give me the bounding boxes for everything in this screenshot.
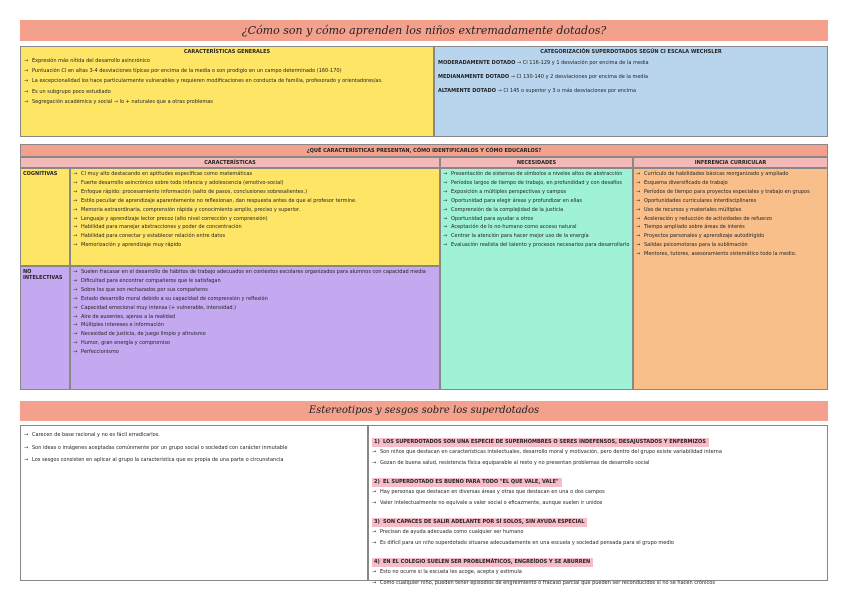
list-item: → Suelen fracasar en el desarrollo de hábitos de trabajo adecuados en contextos escolares organizados para alumnos con capacidad media	[73, 268, 437, 277]
row-label-no-intelectivas: NO INTELECTIVAS	[20, 266, 70, 390]
list-item: → Currículo de habilidades básicas reorganizado y ampliado	[636, 170, 825, 179]
row-label: MEDIANAMENTE DOTADO	[438, 74, 510, 80]
list-item: → Precisan de ayuda adecuada como cualquier ser humano	[372, 527, 824, 538]
list-item: → Habilidad para manejar abstracciones y poder de concentración	[73, 223, 437, 232]
no-intelectivas-cell	[70, 266, 440, 390]
list-item: → Hay personas que destacan en diversas áreas y otras que destacan en una o dos campos	[372, 487, 824, 498]
list-item: → Enfoque rápido: procesamiento información (salto de pasos, conclusiones sobresalientes.)	[73, 188, 437, 197]
col-header-caracteristicas: CARACTERÍSTICAS	[20, 157, 440, 168]
list-item: → Los sesgos consisten en aplicar al grupo la característica que es propia de una parte o circunstancia	[24, 454, 364, 467]
list-item: → Centrar la atención para hacer mejor uso de la energía	[443, 232, 630, 241]
list-item: → Estilo peculiar de aprendizaje aparentemente no reflexionan, dan respuesta antes de que el profesor termine.	[73, 197, 437, 206]
list-item: → Esto no ocurre si la escuela les acoge, acepta y estimula	[372, 567, 824, 578]
list-item: → Carecen de base racional y no es fácil erradicarlos.	[24, 429, 364, 442]
col-header-necesidades: NECESIDADES	[440, 157, 633, 168]
list-item: → Gozan de buena salud, resistencia física equiparable al resto y no presentan problemas de desarrollo social	[372, 458, 824, 469]
list-item: → Aire de ausentes, ajenos a la realidad	[73, 313, 437, 322]
myth-section	[372, 468, 824, 508]
list-item: → Valer intelectualmente no equivale a valer social o eficazmente, aunque suelen ir unidos	[372, 498, 824, 509]
list-item: → Estado desarrollo moral debido a su capacidad de comprensión y reflexión	[73, 295, 437, 304]
myth-items	[372, 487, 824, 508]
general-header: CARACTERÍSTICAS GENERALES	[183, 49, 271, 55]
inferencia-list	[636, 170, 825, 259]
myths-intro-list	[24, 429, 364, 467]
list-item: → Es difícil para un niño superdotado situarse adecuadamente en una escuela y sociedad pensada para el grupo medio	[372, 538, 824, 549]
wechsler-row	[438, 56, 824, 70]
list-item: → Aceptación de lo no-humano como acceso natural	[443, 223, 630, 232]
inferencia-cell	[633, 168, 828, 390]
list-item: → Es un subgrupo poco estudiado	[24, 87, 430, 97]
list-item: → Fuerte desarrollo asincrónico sobre todo infancia y adolescencia (emotivo-social)	[73, 179, 437, 188]
list-item: → Salidas psicomotoras para la sublimación	[636, 241, 825, 250]
row-label-cognitivas: COGNITIVAS	[20, 168, 70, 266]
list-item: → Períodos largos de tiempo de trabajo, en profundidad y con desafíos	[443, 179, 630, 188]
myth-number: 2)	[374, 479, 380, 485]
list-item: → Proyectos personales y aprendizaje autodirigido	[636, 232, 825, 241]
cognitivas-cell	[70, 168, 440, 266]
wechsler-row	[438, 70, 824, 84]
myths-intro-box	[20, 425, 368, 581]
col-header-inferencia: INFERENCIA CURRICULAR	[633, 157, 828, 168]
no-intelectivas-list	[73, 268, 437, 357]
myth-section	[372, 508, 824, 548]
myth-number: 1)	[374, 439, 380, 445]
myths-list-box	[368, 425, 828, 586]
myth-heading-text: LOS SUPERDOTADOS SON UNA ESPECIE DE SUPERHOMBRES O SERES INDEFENSOS, DESAJUSTADOS Y ENFERMIZOS	[383, 439, 706, 445]
list-item: → Mentores, tutores, asesoramiento sistemático todo la medio.	[636, 250, 825, 259]
list-item: → Oportunidades curriculares interdisciplinares	[636, 197, 825, 206]
myth-number: 4)	[374, 559, 380, 565]
myth-section	[372, 428, 824, 468]
list-item: → Segregación académica y social → lo + naturales que a otras problemas	[24, 97, 430, 107]
list-item: → Oportunidad para elegir áreas y profundizar en ellas	[443, 197, 630, 206]
list-item: → Dificultad para encontrar compañeros que le satisfagan	[73, 277, 437, 286]
list-item: → Períodos de tiempo para proyectos especiales y trabajo en grupos	[636, 188, 825, 197]
myth-heading-text: SON CAPACES DE SALIR ADELANTE POR SÍ SOLOS, SIN AYUDA ESPECIAL	[383, 519, 585, 525]
cognitivas-list	[73, 170, 437, 250]
row-text: → CI 130-140 y 2 desviaciones por encima de la media	[510, 74, 649, 80]
list-item: → La excepcionalidad los hace particularmente vulnerables y requieren modificaciones en conducta de familia, profesorado y orientadores/as.	[24, 76, 430, 86]
myth-heading-text: EN EL COLEGIO SUELEN SER PROBLEMÁTICOS, ENGREÍDOS Y SE ABURREN	[383, 559, 591, 565]
list-item: → Necesidad de justicia, de juego limpio y altruismo	[73, 330, 437, 339]
list-item: → Perfeccionismo	[73, 348, 437, 357]
list-item: → Oportunidad para ayudar a otros	[443, 215, 630, 224]
myth-heading-text: EL SUPERDOTADO ES BUENO PARA TODO "EL QUE VALE, VALE"	[383, 479, 559, 485]
myth-heading	[372, 518, 587, 527]
general-list	[24, 56, 430, 107]
list-item: → Sobre los que son rechazados por sus compañeros	[73, 286, 437, 295]
list-item: → Lenguaje y aprendizaje lector precoz (alto nivel corrección y comprensión)	[73, 215, 437, 224]
list-item: → Tiempo ampliado sobre áreas de interés	[636, 223, 825, 232]
list-item: → Puntuación CI en altas 3-4 desviaciones típicas por encima de la media o son prodigio en un campo determinado (160-170)	[24, 66, 430, 76]
wechsler-header: CATEGORIZACIÓN SUPERDOTADOS SEGÚN CI ESCALA WECHSLER	[540, 49, 722, 55]
list-item: → Humor, gran energía y compromiso	[73, 339, 437, 348]
list-item: → Expresión más nítida del desarrollo asincrónico	[24, 56, 430, 66]
row-text: → CI 145 o superior y 3 o más desviaciones por encima	[497, 88, 637, 94]
section-question: ¿QUÉ CARACTERÍSTICAS PRESENTAN, CÓMO IDENTIFICARLOS Y CÓMO EDUCARLOS?	[20, 144, 828, 157]
list-item: → Capacidad emocional muy intensa (+ vulnerable, intensidad.)	[73, 304, 437, 313]
list-item: → Evaluación realista del talento y procesos necesarios para desarrollarlo	[443, 241, 630, 250]
myth-heading	[372, 438, 709, 447]
page-title: ¿Cómo son y cómo aprenden los niños extremadamente dotados?	[20, 20, 828, 41]
list-item: → Son niños que destacan en características intelectuales, desarrollo moral y motivación, pero dentro del grupo existe variabilidad interna	[372, 447, 824, 458]
row-text: → CI 116-129 y 1 desviación por encima de la media	[516, 60, 649, 66]
necesidades-list	[443, 170, 630, 250]
myths-title: Estereotipos y sesgos sobre los superdotados	[20, 401, 828, 421]
row-label: MODERADAMENTE DOTADO	[438, 60, 516, 66]
myth-section	[372, 548, 824, 588]
myth-items	[372, 527, 824, 548]
list-item: → Como cualquier niño, pueden tener episodios de engreimiento o fracaso parcial que pueden ser reconducidos si no se hacen crónicos	[372, 578, 824, 589]
list-item: → Exposición a múltiples perspectivas y campos	[443, 188, 630, 197]
myth-number: 3)	[374, 519, 380, 525]
myth-heading	[372, 558, 593, 567]
list-item: → Comprensión de la complejidad de la justicia	[443, 206, 630, 215]
list-item: → Aceleración y reducción de actividades de refuerzo	[636, 215, 825, 224]
myth-items	[372, 447, 824, 468]
list-item: → CI muy alto destacando en aptitudes específicas como matemáticas	[73, 170, 437, 179]
list-item: → Presentación de sistemas de símbolos a niveles altos de abstracción	[443, 170, 630, 179]
row-label: ALTAMENTE DOTADO	[438, 88, 496, 94]
list-item: → Esquema diversificado de trabajo	[636, 179, 825, 188]
myth-heading	[372, 478, 562, 487]
list-item: → Son ideas o imágenes aceptadas comúnmente por un grupo social o sociedad con carácter inmutable	[24, 442, 364, 455]
necesidades-cell	[440, 168, 633, 390]
list-item: → Uso de recursos y materiales múltiples	[636, 206, 825, 215]
general-characteristics-box	[20, 46, 434, 137]
list-item: → Memoria extraordinaria, comprensión rápida y conocimiento amplio, preciso y superior.	[73, 206, 437, 215]
wechsler-row	[438, 84, 824, 98]
wechsler-categorization-box	[434, 46, 828, 137]
list-item: → Memorización y aprendizaje muy rápido	[73, 241, 437, 250]
list-item: → Habilidad para conectar y establecer relación entre datos	[73, 232, 437, 241]
list-item: → Múltiples intereses e información	[73, 321, 437, 330]
myth-items	[372, 567, 824, 588]
